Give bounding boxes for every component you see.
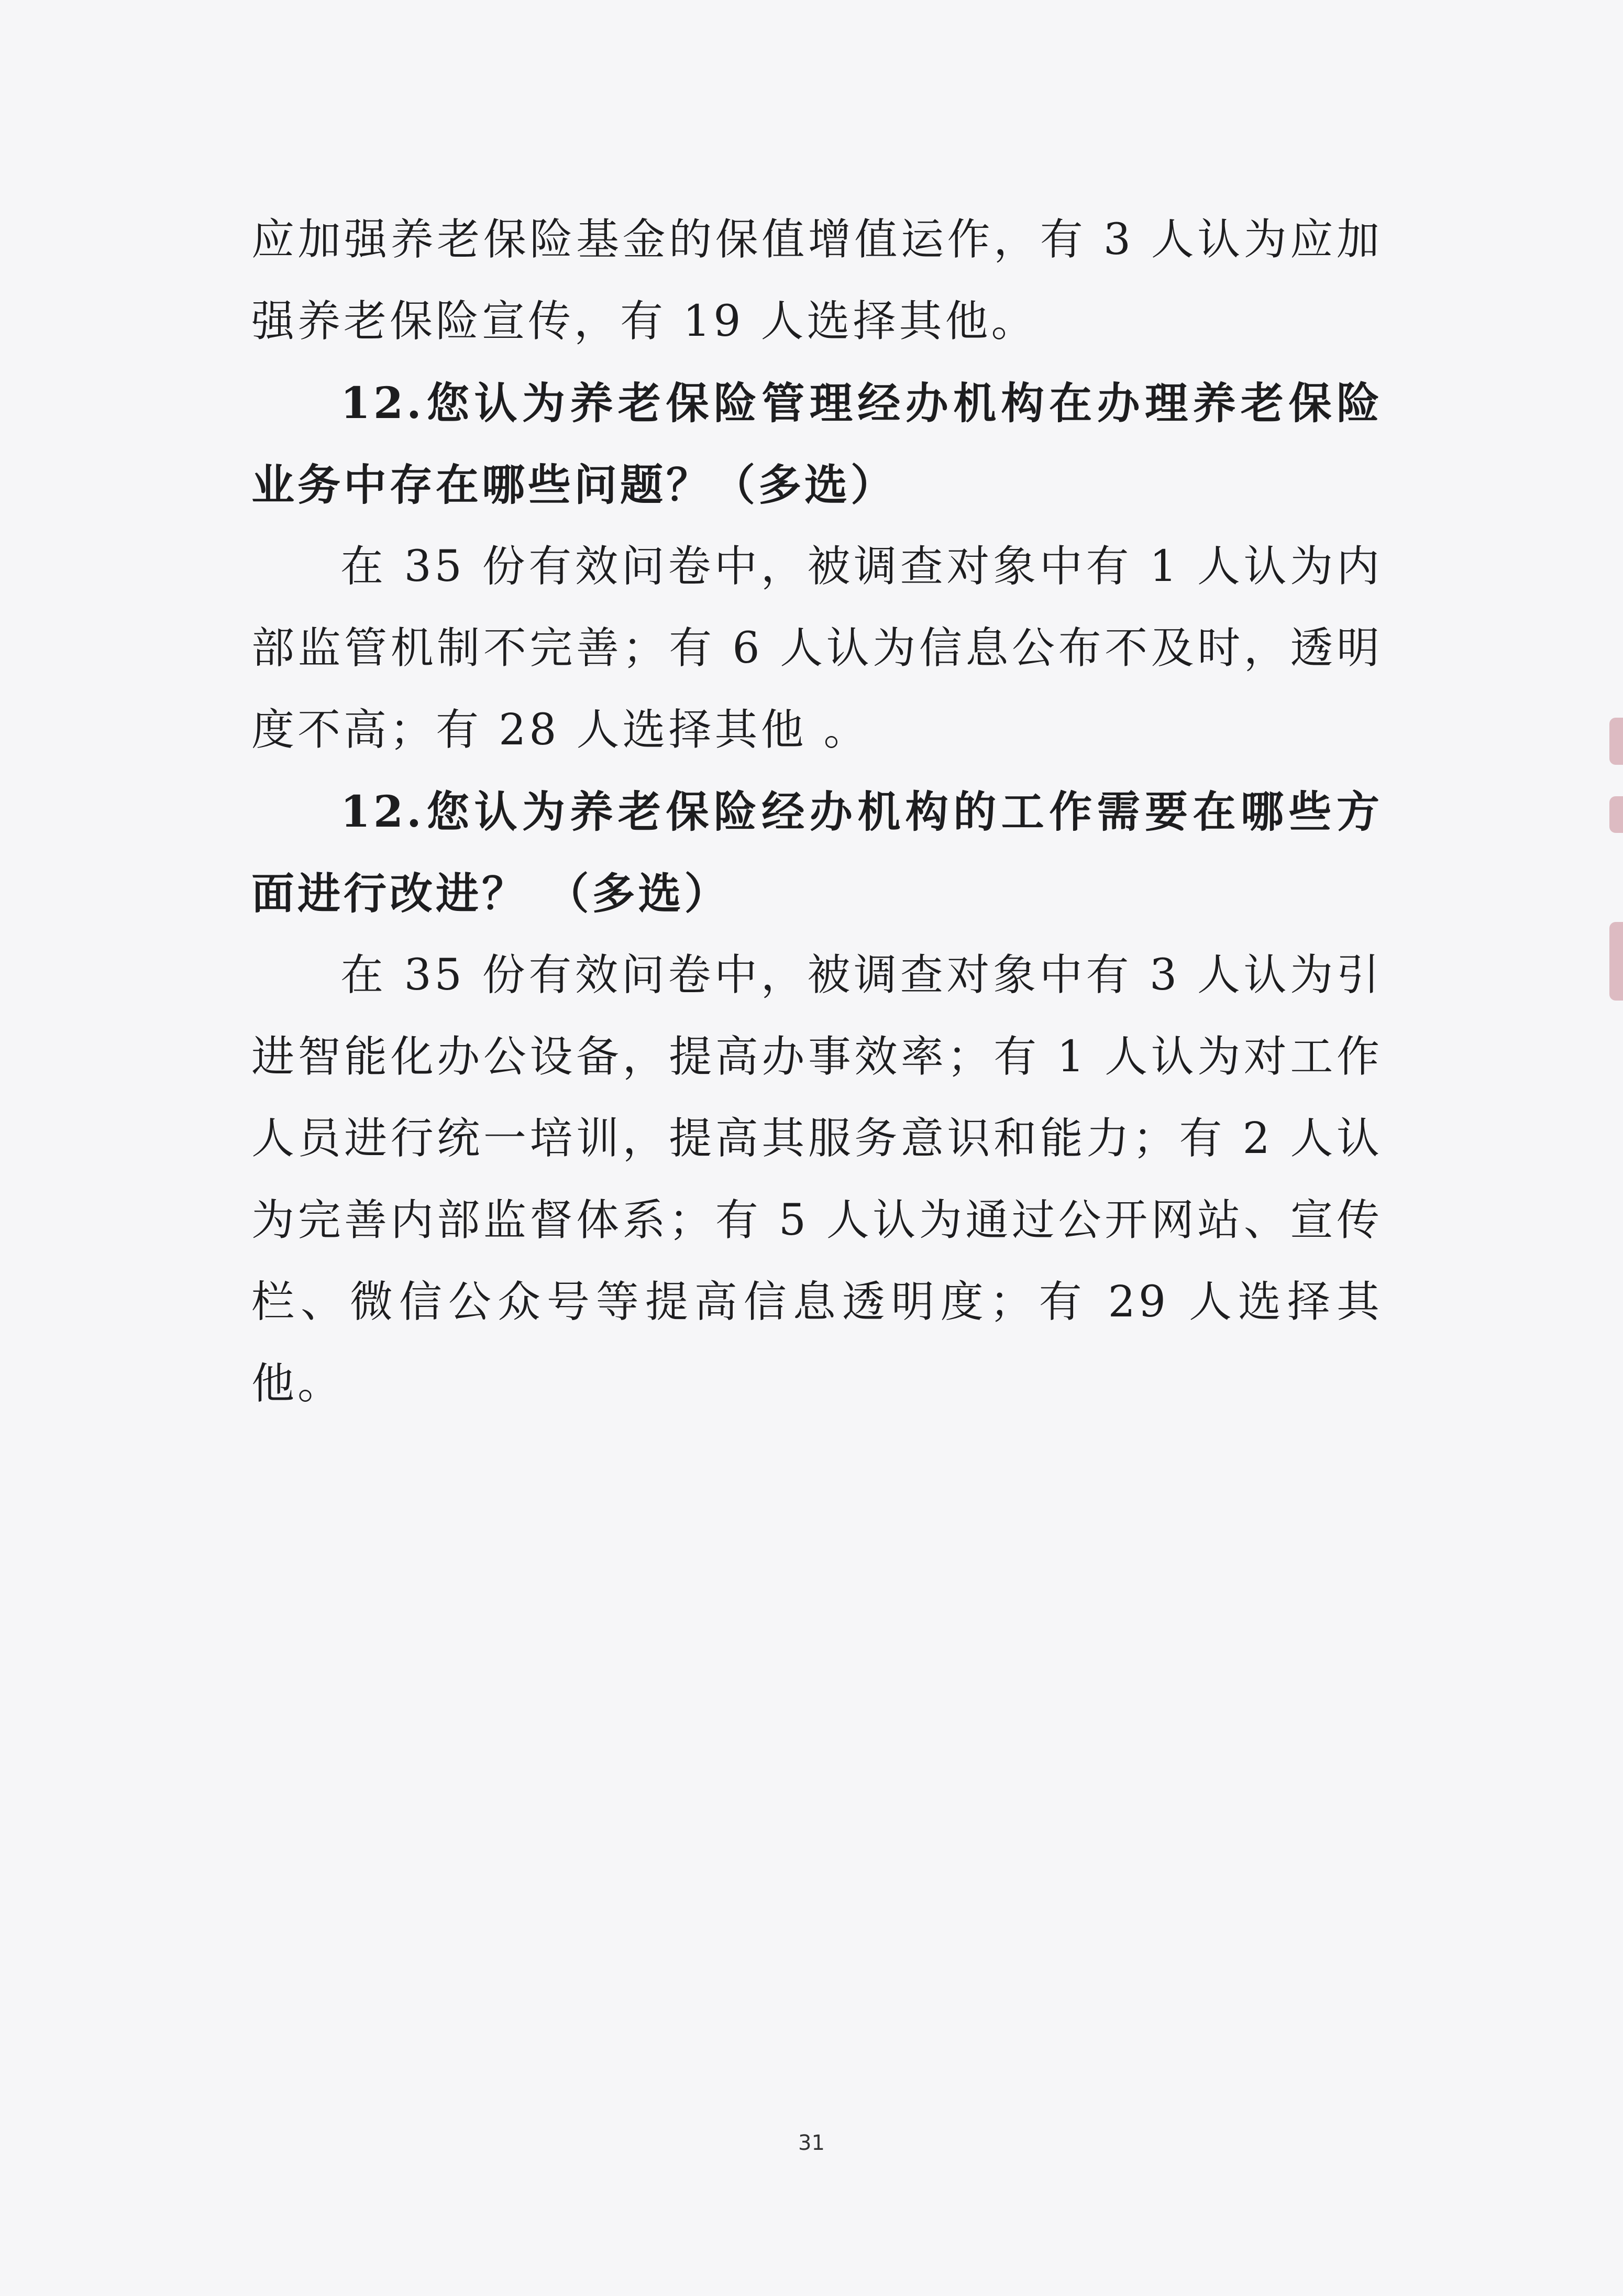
paragraph-continuation: 应加强养老保险基金的保值增值运作，有 3 人认为应加强养老保险宣传，有 19 人选择其他。: [251, 215, 1383, 346]
question-heading-improvements: 12.您认为养老保险经办机构的工作需要在哪些方面进行改进？ （多选）: [251, 787, 1383, 919]
seal-edge-mark: [1609, 922, 1623, 1001]
paragraph-problems-answer: 在 35 份有效问卷中，被调查对象中有 1 人认为内部监管机制不完善；有 6 人认为信息公布不及时，透明度不高；有 28 人选择其他 。: [251, 542, 1383, 755]
document-body: [251, 199, 1383, 1425]
paragraph-improvements-answer: 在 35 份有效问卷中，被调查对象中有 3 人认为引进智能化办公设备，提高办事效率；有 1 人认为对工作人员进行统一培训，提高其服务意识和能力；有 2 人认为完善内部监督体系；有 5 人认为通过公开网站、宣传栏、微信公众号等提高信息透明度；有 29 人选择其他。: [251, 950, 1383, 1409]
page-number: 31: [798, 2131, 825, 2155]
question-heading-problems: 12.您认为养老保险管理经办机构在办理养老保险业务中存在哪些问题？（多选）: [251, 378, 1383, 510]
seal-edge-mark: [1609, 718, 1623, 765]
seal-edge-mark: [1609, 796, 1623, 833]
